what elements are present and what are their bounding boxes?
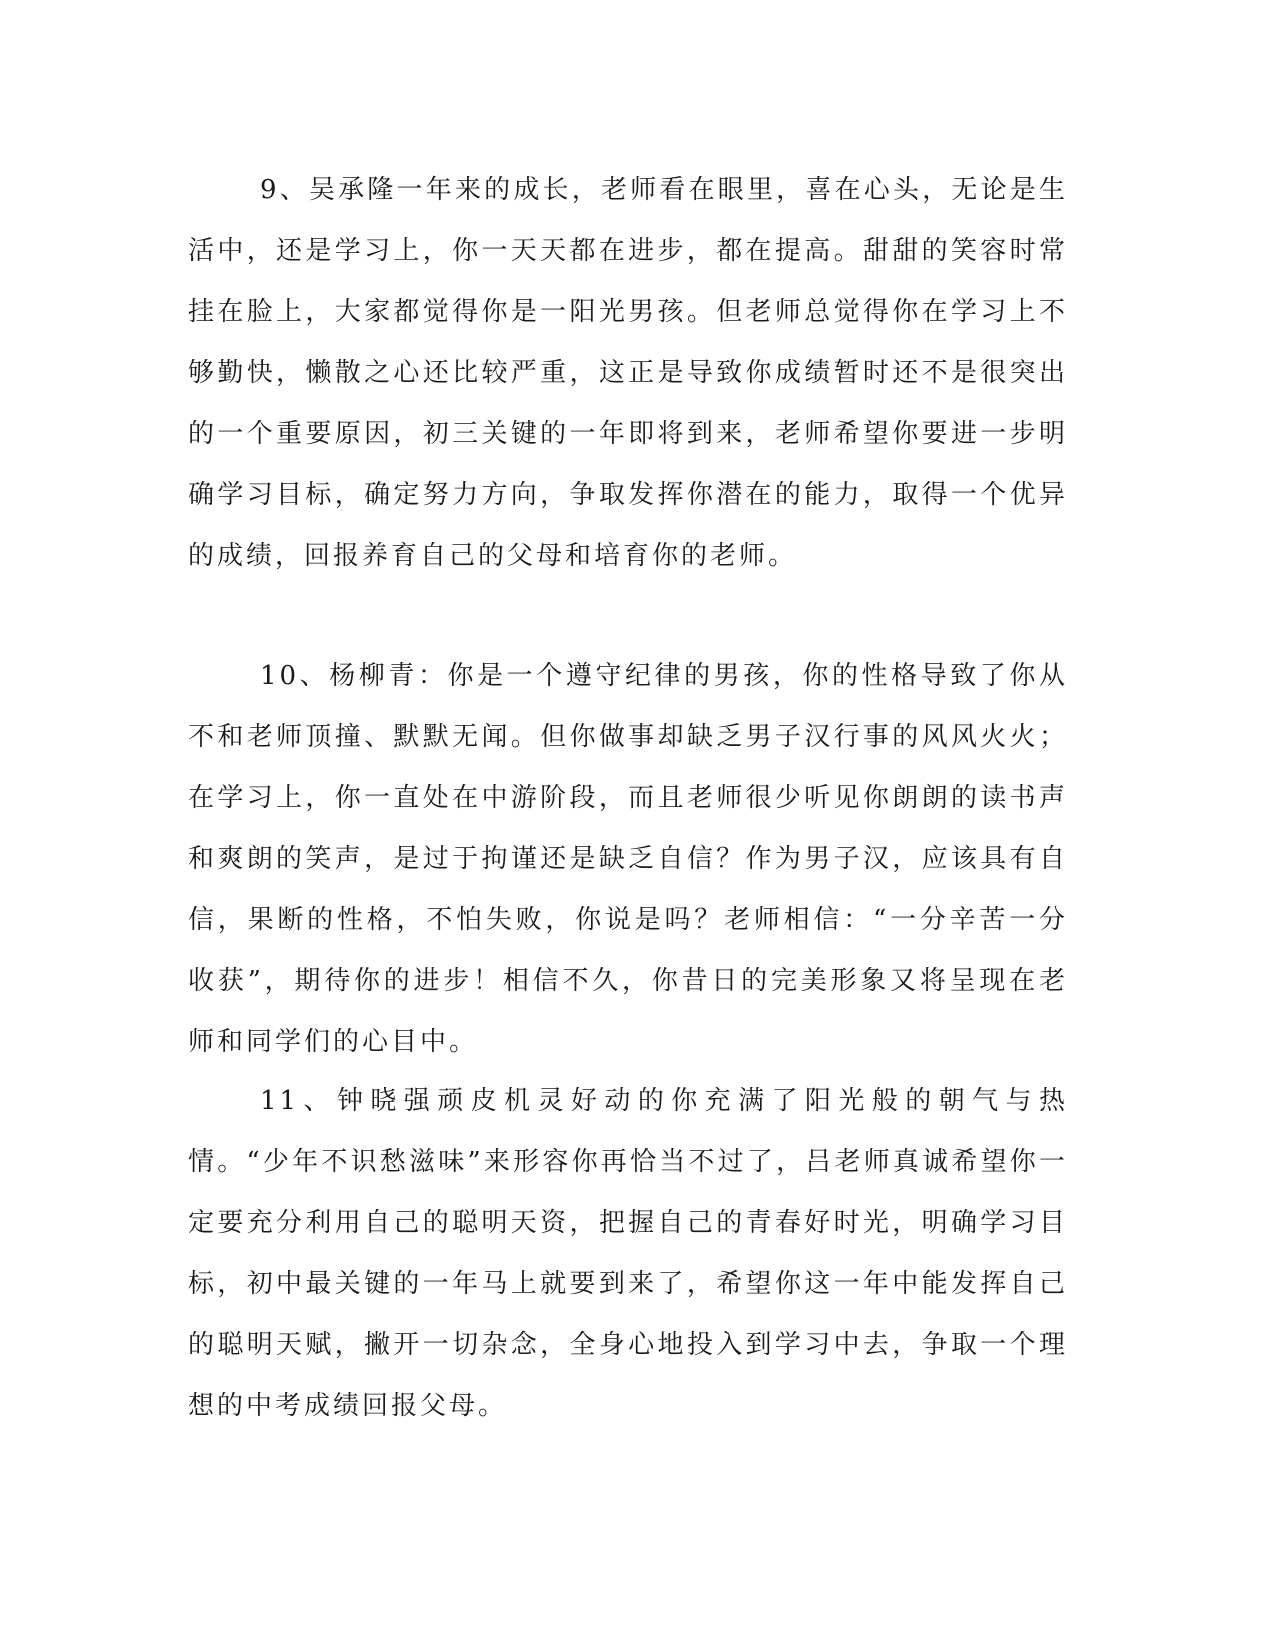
comment-paragraph-11: 11、钟晓强顽皮机灵好动的你充满了阳光般的朝气与热情。“少年不识愁滋味”来形容你再恰当不过了，吕老师真诚希望你一定要充分利用自己的聪明天资，把握自己的青春好时光，明确学习目标，初中最关键的一年马上就要到来了，希望你这一年中能发挥自己的聪明天赋，撇开一切杂念，全身心地投入到学习中去，争取一个理想的中考成绩回报父母。 [188,1086,1068,1421]
comment-paragraph-9: 9、吴承隆一年来的成长，老师看在眼里，喜在心头，无论是生活中，还是学习上，你一天天都在进步，都在提高。甜甜的笑容时常挂在脸上，大家都觉得你是一阳光男孩。但老师总觉得你在学习上不够勤快，懒散之心还比较严重，这正是导致你成绩暂时还不是很突出的一个重要原因，初三关键的一年即将到来，老师希望你要进一步明确学习目标，确定努力方向，争取发挥你潜在的能力，取得一个优异的成绩，回报养育自己的父母和培育你的老师。 [188,175,1068,571]
comment-paragraph-10: 10、杨柳青：你是一个遵守纪律的男孩，你的性格导致了你从不和老师顶撞、默默无闻。但你做事却缺乏男子汉行事的风风火火；在学习上，你一直处在中游阶段，而且老师很少听见你朗朗的读书声和爽朗的笑声，是过于拘谨还是缺乏自信？作为男子汉，应该具有自信，果断的性格，不怕失败，你说是吗？老师相信：“一分辛苦一分收获”，期待你的进步！相信不久，你昔日的完美形象又将呈现在老师和同学们的心目中。 [188,661,1068,1057]
